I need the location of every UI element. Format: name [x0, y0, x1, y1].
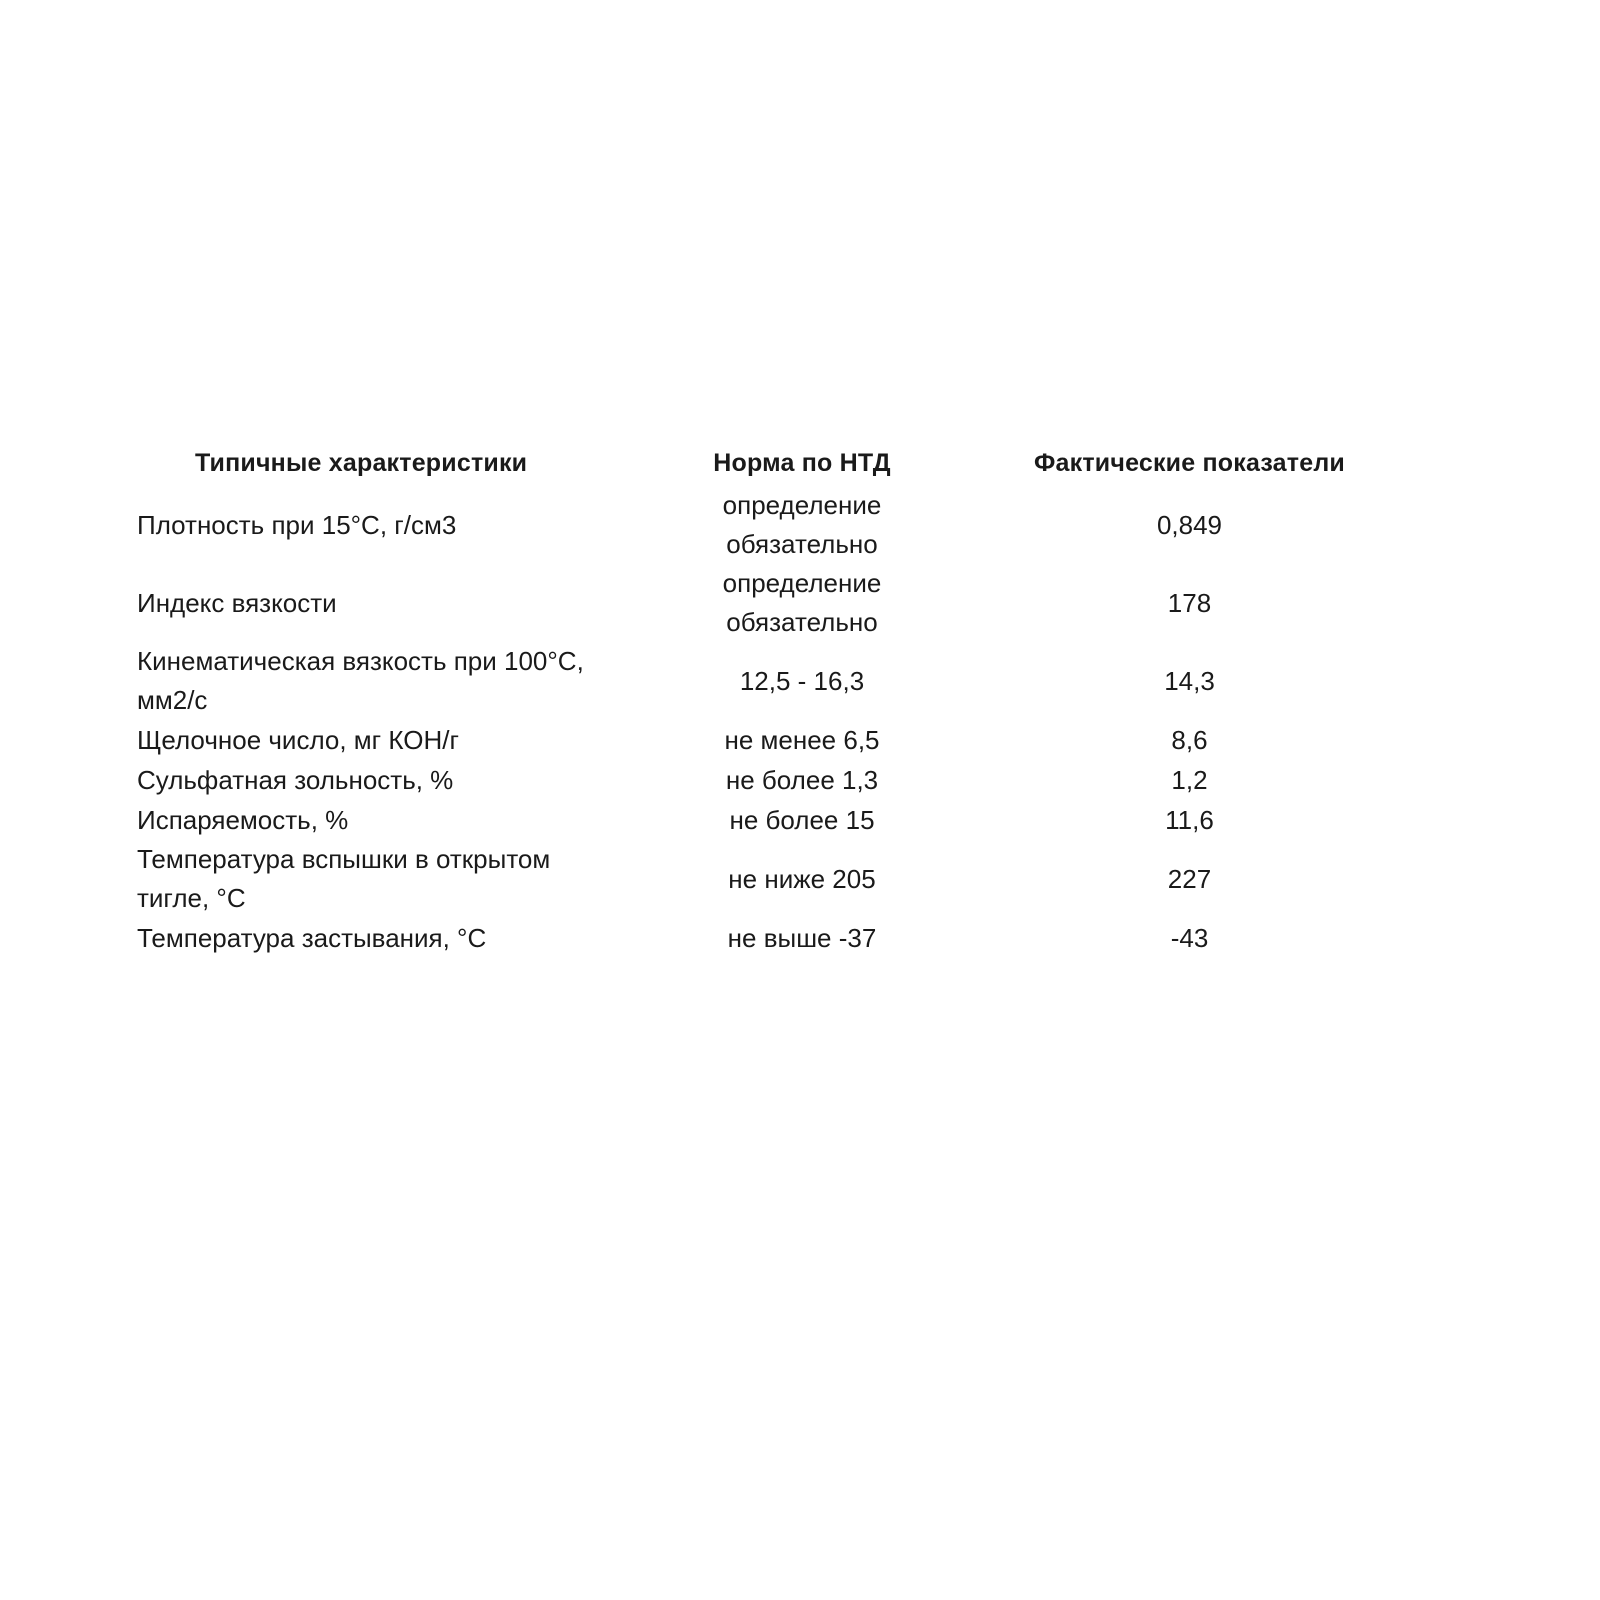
row-actual: 1,2: [1171, 764, 1208, 795]
table-row: [137, 800, 1437, 840]
header-characteristic: Типичные характеристики: [195, 448, 528, 477]
specifications-table: [137, 440, 1437, 958]
row-characteristic-text: Щелочное число, мг КОН/г: [137, 724, 459, 755]
row-norm: [662, 840, 942, 918]
row-characteristic: [137, 760, 662, 800]
row-characteristic: [137, 564, 662, 642]
header-actual: Фактические показатели: [1034, 448, 1345, 477]
row-actual: -43: [1170, 922, 1209, 953]
row-actual: 227: [1167, 863, 1212, 894]
row-norm: [662, 564, 942, 642]
row-norm: [662, 720, 942, 760]
row-norm-text: не ниже 205: [728, 863, 876, 894]
row-norm: [662, 918, 942, 958]
row-actual: 11,6: [1165, 804, 1214, 835]
row-actual: 8,6: [1171, 724, 1208, 755]
table-row: [137, 564, 1437, 642]
row-characteristic-text: Кинематическая вязкость при 100°С, мм2/с: [137, 646, 584, 715]
row-characteristic: [137, 720, 662, 760]
row-norm-text: определение обязательно: [722, 568, 882, 637]
row-norm-text: определение обязательно: [722, 490, 882, 559]
row-characteristic-text: Индекс вязкости: [137, 587, 337, 618]
table-row: [137, 760, 1437, 800]
row-characteristic: [137, 800, 662, 840]
table-row: [137, 918, 1437, 958]
row-characteristic-text: Испаряемость, %: [137, 804, 349, 835]
row-norm: [662, 760, 942, 800]
row-norm-text: не выше -37: [727, 922, 877, 953]
row-norm: [662, 486, 942, 564]
row-characteristic: [137, 642, 662, 720]
table-row: [137, 840, 1437, 918]
row-norm: [662, 642, 942, 720]
table-row: [137, 486, 1437, 564]
row-norm-text: не более 15: [729, 804, 875, 835]
row-actual: 0,849: [1156, 509, 1223, 540]
row-actual: 178: [1167, 587, 1212, 618]
row-characteristic-text: Плотность при 15°С, г/см3: [137, 509, 457, 540]
table-row: [137, 720, 1437, 760]
row-characteristic-text: Температура застывания, °С: [137, 922, 487, 953]
row-characteristic: [137, 840, 662, 918]
row-characteristic-text: Сульфатная зольность, %: [137, 764, 454, 795]
row-norm-text: не более 1,3: [725, 764, 879, 795]
row-norm-text: не менее 6,5: [724, 724, 880, 755]
table-row: [137, 642, 1437, 720]
row-actual: 14,3: [1164, 665, 1215, 696]
row-norm-text: 12,5 - 16,3: [739, 665, 865, 696]
row-characteristic: [137, 486, 662, 564]
row-characteristic: [137, 918, 662, 958]
row-characteristic-text: Температура вспышки в открытом тигле, °С: [137, 844, 551, 913]
row-norm: [662, 800, 942, 840]
table-header-row: [137, 440, 1437, 486]
header-norm: Норма по НТД: [713, 448, 891, 477]
